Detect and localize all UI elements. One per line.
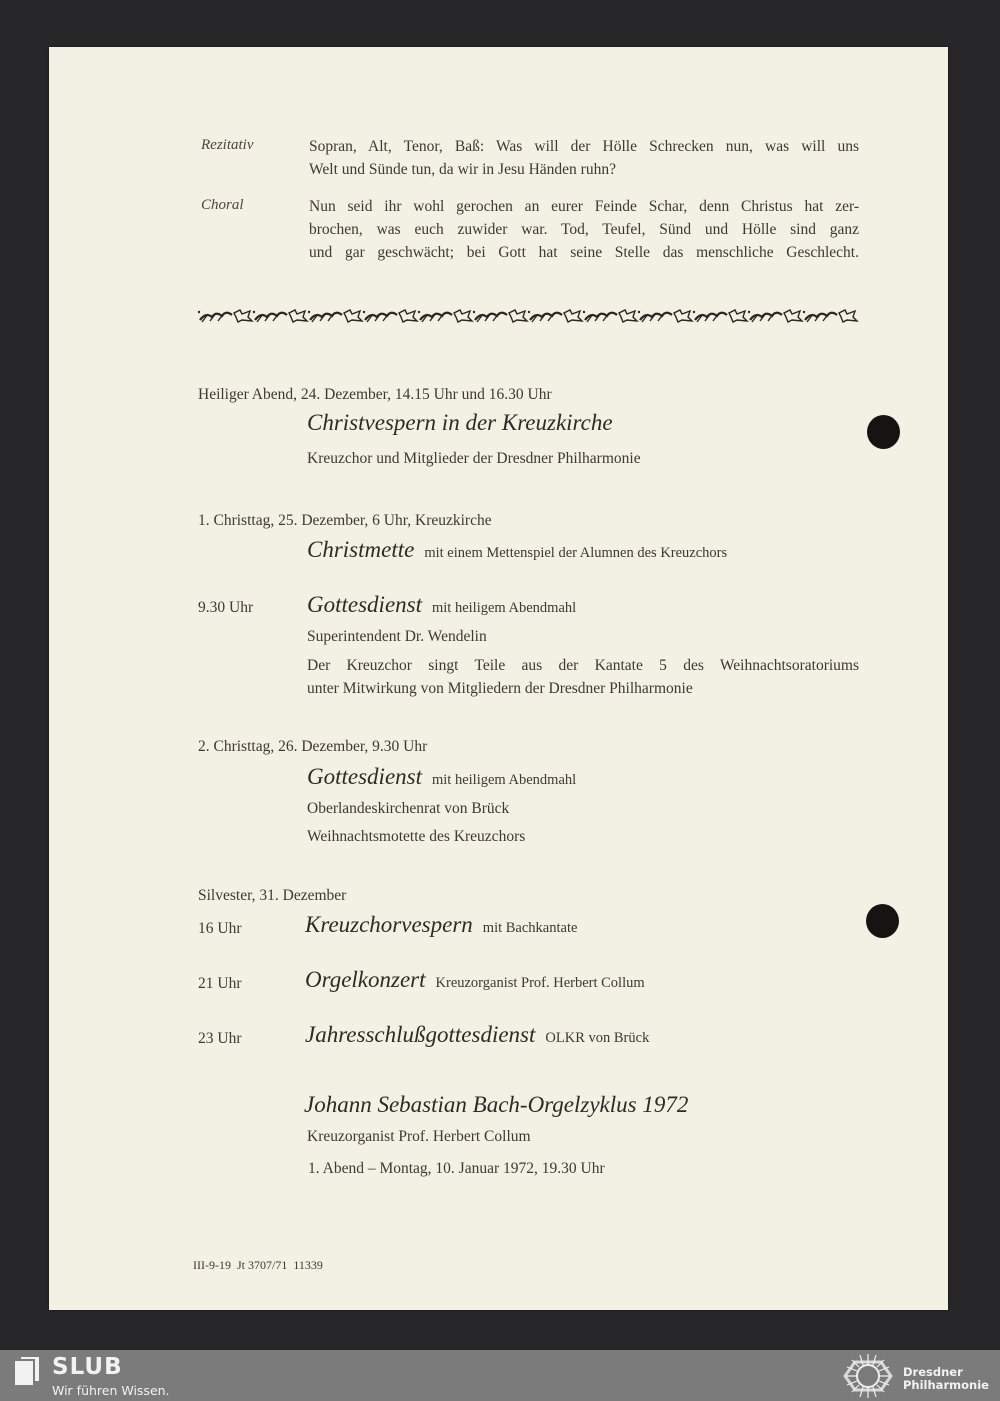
philharmonie-logo-text (903, 1366, 989, 1392)
boxing-day-service-row (307, 764, 576, 790)
philharmonie-line-1: Dresdner (903, 1365, 963, 1379)
chorale-line-2: brochen, was euch zuwider war. Tod, Teufel, Sünd und Hölle sind ganz (309, 221, 859, 238)
punch-hole (867, 415, 900, 449)
bach-cycle-first-evening: 1. Abend – Montag, 10. Januar 1972, 19.30 Uhr (308, 1160, 605, 1177)
bach-cycle-organist: Kreuzorganist Prof. Herbert Collum (307, 1128, 531, 1145)
slub-tagline: Wir führen Wissen. (52, 1383, 170, 1398)
nye-item-title: Jahresschlußgottesdienst (305, 1022, 536, 1047)
christmas-eve-title: Christvespern in der Kreuzkirche (307, 410, 613, 435)
boxing-day-date: 2. Christtag, 26. Dezember, 9.30 Uhr (198, 738, 428, 755)
recitative-label: Rezitativ (201, 137, 254, 153)
slub-logo-text: SLUB (52, 1354, 123, 1380)
philharmonie-line-2: Philharmonie (903, 1378, 989, 1392)
nye-item-time: 21 Uhr (198, 975, 242, 992)
nye-item-desc: mit Bachkantate (482, 920, 578, 936)
christmas-eve-date: Heiliger Abend, 24. Dezember, 14.15 Uhr und 16.30 Uhr (198, 386, 552, 403)
slub-book-icon (13, 1355, 43, 1387)
boxing-day-desc: mit heiligem Abendmahl (432, 772, 577, 788)
nye-item-time: 23 Uhr (198, 1030, 242, 1047)
nye-item-desc: OLKR von Brück (545, 1030, 650, 1046)
new-years-eve-date: Silvester, 31. Dezember (198, 887, 347, 904)
recitative-line-2: Welt und Sünde tun, da wir in Jesu Händen ruhn? (309, 161, 616, 178)
nye-item-time: 16 Uhr (198, 920, 242, 937)
music-line-1: Der Kreuzchor singt Teile aus der Kantate 5 des Weihnachtsoratoriums (307, 657, 859, 674)
chorale-text (309, 195, 859, 264)
recitative-text (309, 135, 859, 181)
nye-item (305, 967, 645, 993)
christmas-day-date: 1. Christtag, 25. Dezember, 6 Uhr, Kreuzkirche (198, 512, 492, 529)
philharmonie-sun-logo-icon (842, 1352, 894, 1400)
boxing-day-music: Weihnachtsmotette des Kreuzchors (307, 828, 526, 845)
christmas-eve-performers: Kreuzchor und Mitglieder der Dresdner Philharmonie (307, 450, 641, 467)
chorale-label: Choral (201, 197, 244, 213)
print-code: III-9-19 Jt 3707/71 11339 (193, 1258, 323, 1272)
punch-hole (866, 904, 899, 938)
christmette-row (307, 537, 727, 563)
christmas-day-service-row (307, 592, 576, 618)
garland-ornament-icon (198, 308, 860, 324)
boxing-day-preacher: Oberlandeskirchenrat von Brück (307, 800, 510, 817)
service-time: 9.30 Uhr (198, 599, 254, 616)
music-line-2: unter Mitwirkung von Mitgliedern der Dresdner Philharmonie (307, 680, 693, 697)
christmas-day-music (307, 654, 859, 700)
christmette-desc: mit einem Mettenspiel der Alumnen des Kreuzchors (424, 545, 728, 561)
chorale-line-3: und gar geschwächt; bei Gott hat seine Stelle das menschliche Geschlecht. (309, 244, 859, 261)
nye-item-title: Kreuzchorvespern (305, 912, 473, 937)
service-desc: mit heiligem Abendmahl (432, 600, 577, 616)
chorale-line-1: Nun seid ihr wohl gerochen an eurer Feinde Schar, denn Christus hat zer- (309, 198, 859, 215)
bach-cycle-title: Johann Sebastian Bach-Orgelzyklus 1972 (304, 1092, 689, 1117)
nye-item (305, 912, 577, 938)
christmette-title: Christmette (307, 537, 415, 562)
recitative-line-1: Sopran, Alt, Tenor, Baß: Was will der Hölle Schrecken nun, was will uns (309, 138, 859, 155)
boxing-day-title: Gottesdienst (307, 764, 422, 789)
service-title: Gottesdienst (307, 592, 422, 617)
nye-item (305, 1022, 649, 1048)
nye-item-title: Orgelkonzert (305, 967, 426, 992)
christmas-day-preacher: Superintendent Dr. Wendelin (307, 628, 487, 645)
nye-item-desc: Kreuzorganist Prof. Herbert Collum (435, 975, 645, 991)
